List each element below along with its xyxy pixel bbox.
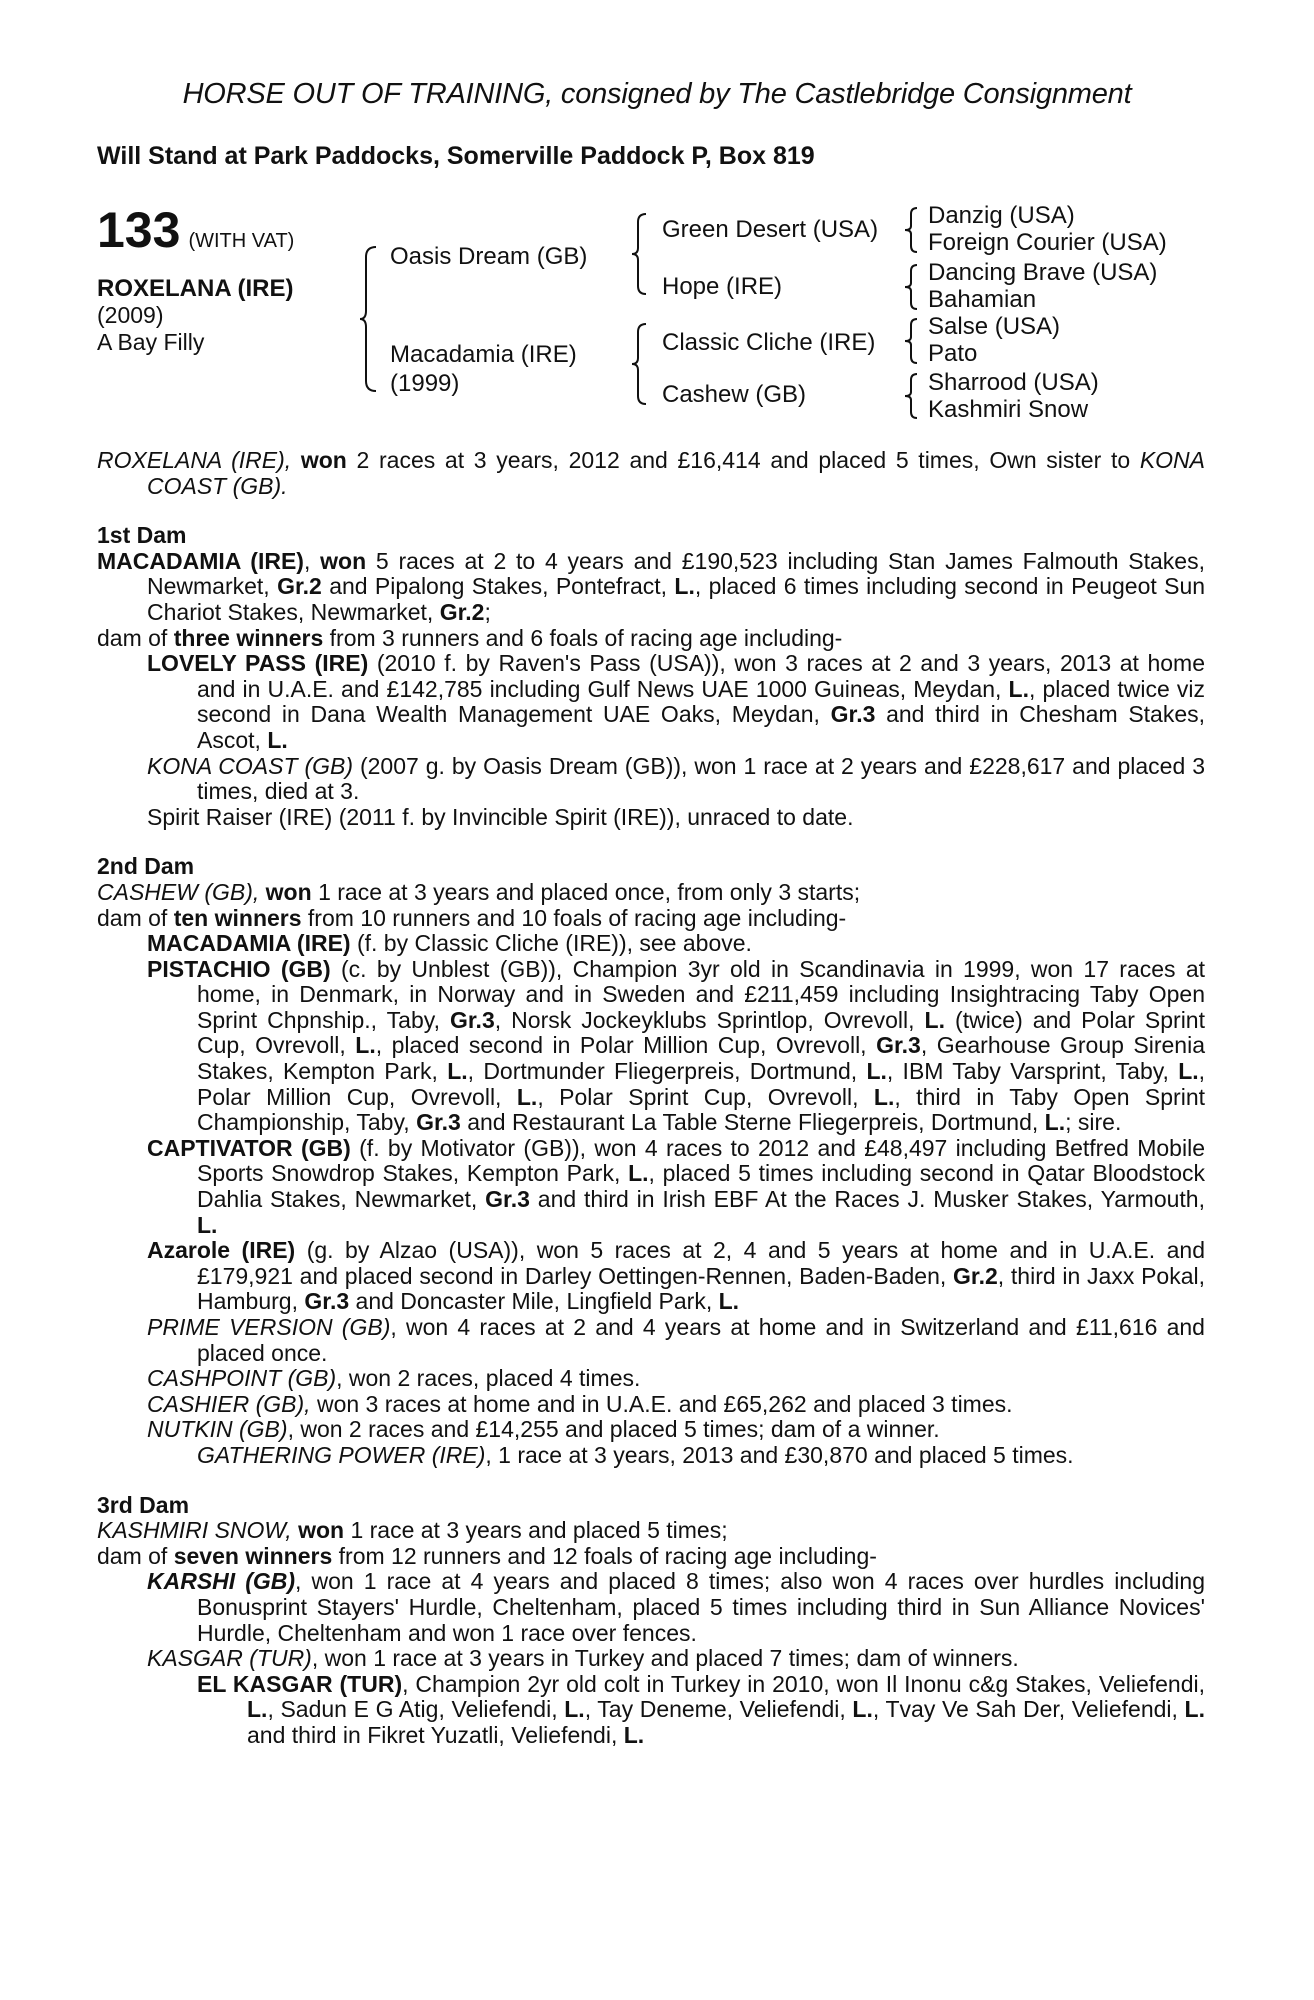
progeny-prime-version: PRIME VERSION (GB), won 4 races at 2 and 4 years at home and in Switzerland and £11,616 and placed once.: [147, 1314, 1205, 1366]
first-dam-produce: dam of three winners from 3 runners and 6 foals of racing age including-: [97, 624, 843, 651]
progeny-kasgar: KASGAR (TUR), won 1 race at 3 years in Turkey and placed 7 times; dam of winners.: [147, 1645, 1019, 1672]
progeny-el-kasgar: EL KASGAR (TUR), Champion 2yr old colt in Turkey in 2010, won Il Inonu c&g Stakes, Veliefendi, L., Sadun E G Atig, Veliefendi, L., Tay Deneme, Veliefendi, L., Tvay Ve Sah Der, Veliefendi, L. and third in Fikret Yuzatli, Veliefendi, L.: [197, 1670, 1205, 1748]
ped-g3-5: Salse (USA): [928, 313, 1061, 340]
ped-g3-8: Kashmiri Snow: [928, 396, 1089, 423]
progeny-nutkin: NUTKIN (GB), won 2 races and £14,255 and placed 5 times; dam of a winner.: [147, 1416, 940, 1443]
third-dam-record: KASHMIRI SNOW, won 1 race at 3 years and placed 5 times;: [97, 1517, 728, 1544]
first-dam-heading: 1st Dam: [97, 522, 187, 549]
ped-g3-4: Bahamian: [928, 286, 1037, 313]
third-dam-produce: dam of seven winners from 12 runners and 12 foals of racing age including-: [97, 1542, 877, 1569]
progeny-cashpoint: CASHPOINT (GB), won 2 races, placed 4 times.: [147, 1365, 641, 1392]
ped-dam: Macadamia (IRE): [390, 341, 577, 368]
progeny-captivator: CAPTIVATOR (GB) (f. by Motivator (GB)), won 4 races to 2012 and £48,497 including Betfred Mobile Sports Snowdrop Stakes, Kempton Park, L., placed 5 times including second in Qatar Bloodstock Dahlia Stakes, Newmarket, Gr.3 and third in Irish EBF At the Races J. Musker Stakes, Yarmouth, L.: [147, 1134, 1206, 1238]
ped-g3-1: Danzig (USA): [928, 202, 1075, 229]
progeny-azarole: Azarole (IRE) (g. by Alzao (USA)), won 5 races at 2, 4 and 5 years at home and in U.A.E. and £179,921 and placed second in Darley Oettingen-Rennen, Baden-Baden, Gr.2, third in Jaxx Pokal, Hamburg, Gr.3 and Doncaster Mile, Lingfield Park, L.: [147, 1237, 1206, 1315]
horse-name: ROXELANA (IRE): [97, 275, 294, 302]
catalogue-body: [97, 448, 1205, 1749]
ped-g3-7: Sharrood (USA): [928, 369, 1099, 396]
progeny-spirit-raiser: Spirit Raiser (IRE) (2011 f. by Invincible Spirit (IRE)), unraced to date.: [147, 803, 854, 830]
horse-description: A Bay Filly: [97, 329, 205, 355]
second-dam-heading: 2nd Dam: [97, 853, 195, 880]
vat-label: (WITH VAT): [188, 230, 295, 252]
pedigree-brace-g3d: [903, 372, 921, 420]
ped-dam-year: (1999): [390, 370, 460, 397]
pedigree-brace-g3c: [903, 317, 921, 365]
third-dam-heading: 3rd Dam: [97, 1491, 190, 1518]
progeny-gathering-power: GATHERING POWER (IRE), 1 race at 3 years, 2013 and £30,870 and placed 5 times.: [197, 1441, 1074, 1468]
progeny-cashier: CASHIER (GB), won 3 races at home and in U.A.E. and £65,262 and placed 3 times.: [147, 1390, 1013, 1417]
horse-summary: ROXELANA (IRE), won 2 races at 3 years, 2012 and £16,414 and placed 5 times, Own sister to KONA COAST (GB).: [97, 447, 1206, 499]
lot-number: 133: [97, 202, 181, 258]
ped-sire-dam: Hope (IRE): [662, 273, 783, 300]
progeny-kona-coast: KONA COAST (GB) (2007 g. by Oasis Dream (GB)), won 1 race at 2 years and £228,617 and placed 3 times, died at 3.: [147, 752, 1206, 805]
ped-sire: Oasis Dream (GB): [390, 243, 588, 270]
second-dam-record: CASHEW (GB), won 1 race at 3 years and placed once, from only 3 starts;: [97, 878, 861, 905]
first-dam-record: MACADAMIA (IRE), won 5 races at 2 to 4 years and £190,523 including Stan James Falmouth Stakes, Newmarket, Gr.2 and Pipalong Stakes, Pontefract, L., placed 6 times including second in Peugeot Sun Chariot Stakes, Newmarket, Gr.2;: [97, 547, 1206, 625]
lot-number-block: [97, 202, 295, 258]
page-header: HORSE OUT OF TRAINING, consigned by The Castlebridge Consignment: [182, 78, 1132, 110]
progeny-lovely-pass: LOVELY PASS (IRE) (2010 f. by Raven's Pass (USA)), won 3 races at 2 and 3 years, 2013 at home and in U.A.E. and £142,785 including Gulf News UAE 1000 Guineas, Meydan, L., placed twice viz second in Dana Wealth Management UAE Oaks, Meydan, Gr.3 and third in Chesham Stakes, Ascot, L.: [147, 650, 1206, 753]
ped-g3-2: Foreign Courier (USA): [928, 229, 1167, 256]
second-dam-produce: dam of ten winners from 10 runners and 10 foals of racing age including-: [97, 904, 847, 931]
horse-year: (2009): [97, 302, 164, 328]
pedigree-brace-sire: [630, 212, 650, 296]
ped-dam-dam: Cashew (GB): [662, 381, 807, 408]
ped-sire-sire: Green Desert (USA): [662, 216, 879, 243]
ped-g3-6: Pato: [928, 340, 978, 367]
progeny-karshi: KARSHI (GB), won 1 race at 4 years and placed 8 times; also won 4 races over hurdles including Bonusprint Stayers' Hurdle, Cheltenham, placed 5 times including third in Sun Alliance Novices' Hurdle, Cheltenham and won 1 race over fences.: [147, 1568, 1205, 1646]
pedigree-brace-main: [358, 245, 380, 393]
progeny-macadamia: MACADAMIA (IRE) (f. by Classic Cliche (IRE)), see above.: [147, 930, 752, 957]
pedigree-brace-dam: [630, 322, 650, 406]
progeny-pistachio: PISTACHIO (GB) (c. by Unblest (GB)), Champion 3yr old in Scandinavia in 1999, won 17 races at home, in Denmark, in Norway and in Sweden and £211,459 including Insightracing Taby Open Sprint Chpnship., Taby, Gr.3, Norsk Jockeyklubs Sprintlop, Ovrevoll, L. (twice) and Polar Sprint Cup, Ovrevoll, L., placed second in Polar Million Cup, Ovrevoll, Gr.3, Gearhouse Group Sirenia Stakes, Kempton Park, L., Dortmunder Fliegerpreis, Dortmund, L., IBM Taby Varsprint, Taby, L., Polar Million Cup, Ovrevoll, L., Polar Sprint Cup, Ovrevoll, L., third in Taby Open Sprint Championship, Taby, Gr.3 and Restaurant La Table Sterne Fliegerpreis, Dortmund, L.; sire.: [147, 955, 1206, 1136]
pedigree-brace-g3a: [903, 206, 921, 254]
pedigree-brace-g3b: [903, 263, 921, 311]
horse-info: [97, 275, 293, 356]
horse-summary-name: ROXELANA (IRE),: [97, 447, 292, 473]
ped-dam-sire: Classic Cliche (IRE): [662, 329, 876, 356]
ped-g3-3: Dancing Brave (USA): [928, 259, 1158, 286]
stand-location: Will Stand at Park Paddocks, Somerville Paddock P, Box 819: [97, 142, 815, 170]
